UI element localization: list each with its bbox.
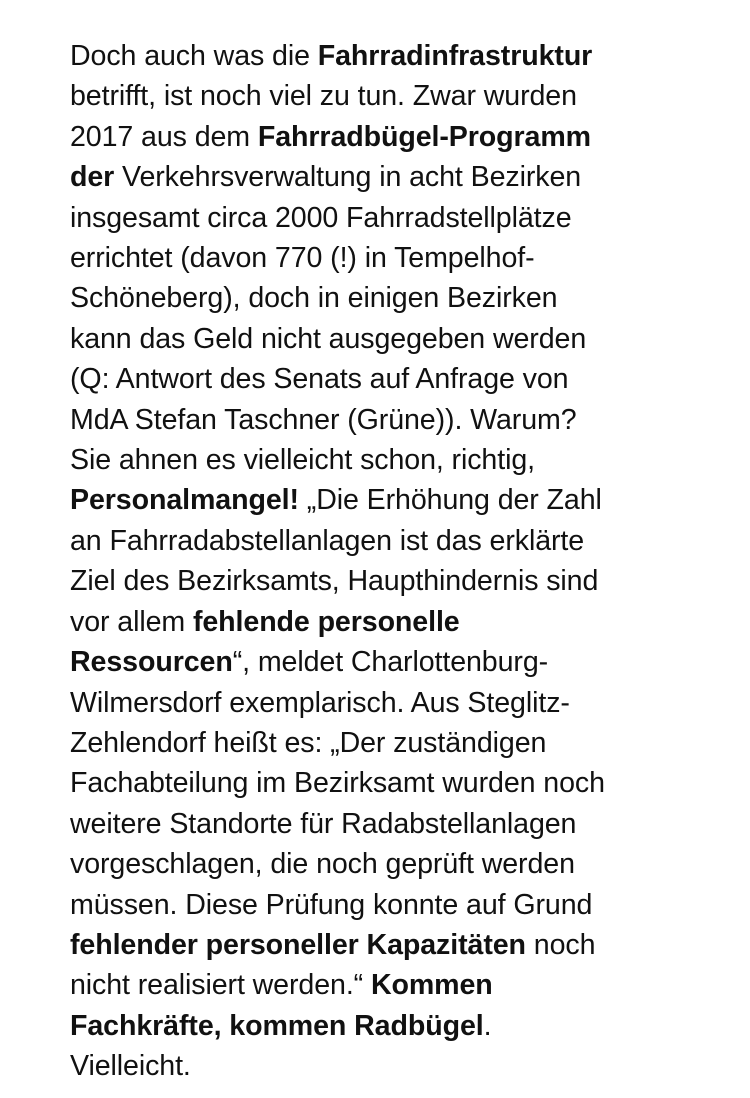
text-line — [70, 804, 710, 844]
text-segment: nicht realisiert werden.“ — [70, 969, 371, 1002]
text-segment: kann das Geld nicht ausgegeben werden — [70, 322, 587, 355]
text-line — [70, 198, 710, 238]
text-line — [70, 763, 710, 803]
text-line — [70, 844, 710, 884]
text-line — [70, 319, 710, 359]
text-line — [70, 440, 710, 480]
text-segment: . — [483, 1009, 492, 1042]
text-segment: Sie ahnen es vielleicht schon, richtig, — [70, 444, 535, 477]
text-segment: Vielleicht. — [70, 1050, 191, 1083]
text-segment: Wilmersdorf exemplarisch. Aus Steglitz- — [70, 686, 570, 719]
text-line — [70, 885, 710, 925]
text-segment: MdA Stefan Taschner (Grüne)). Warum? — [70, 403, 577, 436]
text-segment: Schöneberg), doch in einigen Bezirken — [70, 282, 558, 315]
text-segment: Zehlendorf heißt es: „Der zuständigen — [70, 726, 547, 759]
text-segment: „Die Erhöhung der Zahl — [298, 484, 602, 517]
bold-text-segment: Personalmangel! — [70, 484, 299, 517]
text-segment: Ziel des Bezirksamts, Haupthindernis sind — [70, 565, 599, 598]
text-segment: betrifft, ist noch viel zu tun. Zwar wurden — [70, 80, 577, 113]
bold-text-segment: der — [70, 161, 115, 194]
text-line — [70, 925, 710, 965]
text-segment: an Fahrradabstellanlagen ist das erklärte — [70, 524, 585, 557]
text-line — [70, 602, 710, 642]
bold-text-segment: Fachkräfte, kommen Radbügel — [70, 1009, 484, 1042]
text-line — [70, 76, 710, 116]
text-segment: insgesamt circa 2000 Fahrradstellplätze — [70, 201, 572, 234]
text-line — [70, 117, 710, 157]
text-line — [70, 278, 710, 318]
text-line — [70, 683, 710, 723]
text-line — [70, 400, 710, 440]
text-line — [70, 1006, 710, 1046]
text-line — [70, 157, 710, 197]
text-line — [70, 238, 710, 278]
text-segment: müssen. Diese Prüfung konnte auf Grund — [70, 888, 593, 921]
text-segment: (Q: Antwort des Senats auf Anfrage von — [70, 363, 569, 396]
article-paragraph — [70, 36, 710, 1087]
bold-text-segment: fehlender personeller Kapazitäten — [70, 928, 526, 961]
text-segment: weitere Standorte für Radabstellanlagen — [70, 807, 577, 840]
text-line — [70, 723, 710, 763]
text-segment: vor allem — [70, 605, 193, 638]
text-segment: “, meldet Charlottenburg- — [232, 646, 549, 679]
text-segment: vorgeschlagen, die noch geprüft werden — [70, 848, 575, 881]
text-segment: Doch auch was die — [70, 40, 318, 72]
text-line — [70, 965, 710, 1005]
text-segment: Verkehrsverwaltung in acht Bezirken — [114, 161, 582, 194]
bold-text-segment: Kommen — [370, 969, 493, 1002]
text-line — [70, 1046, 710, 1086]
bold-text-segment: Ressourcen — [70, 646, 233, 679]
bold-text-segment: Fahrradinfrastruktur — [317, 40, 593, 72]
text-segment: 2017 aus dem — [70, 120, 258, 153]
text-line — [70, 359, 710, 399]
bold-text-segment: fehlende personelle — [192, 605, 460, 638]
bold-text-segment: Fahrradbügel-Programm — [257, 120, 592, 153]
text-segment: noch — [525, 928, 596, 961]
text-line — [70, 521, 710, 561]
text-segment: Fachabteilung im Bezirksamt wurden noch — [70, 767, 605, 800]
text-line — [70, 480, 710, 520]
text-line — [70, 561, 710, 601]
text-line — [70, 36, 710, 76]
text-segment: errichtet (davon 770 (!) in Tempelhof- — [70, 242, 535, 275]
text-line — [70, 642, 710, 682]
